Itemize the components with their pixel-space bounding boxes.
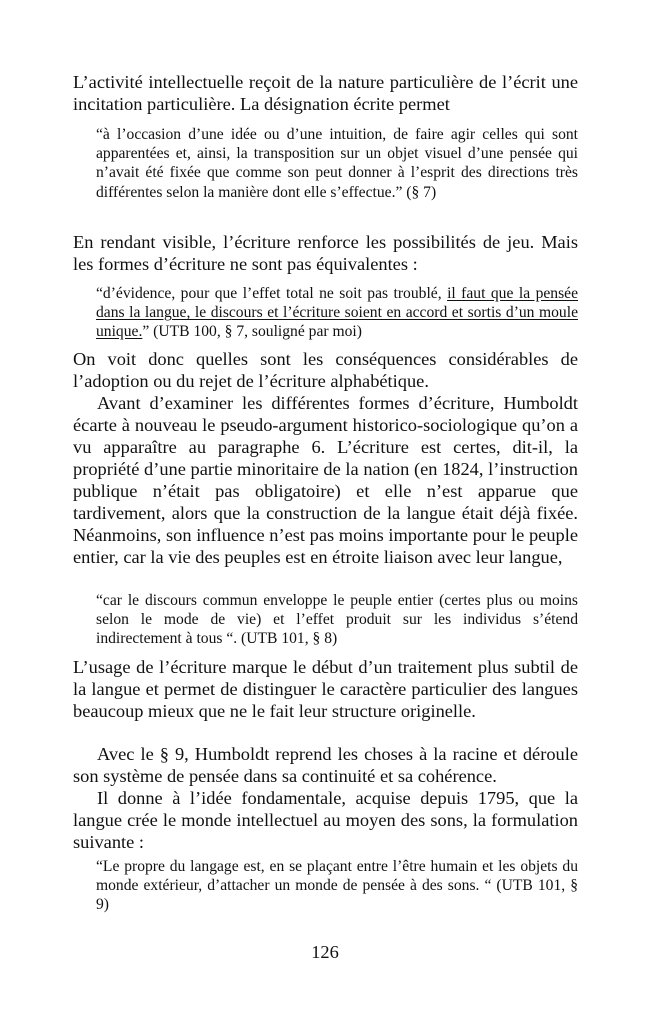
quote-2-end: ” (UTB 100, § 7, souligné par moi) <box>142 323 362 341</box>
paragraph-5: L’usage de l’écriture marque le début d’un traitement plus subtil de la langue et permet de distinguer le caractère particulier des langues beaucoup mieux que ne le fait leur structure originelle. <box>73 657 578 721</box>
quote-2-start: “d’évidence, pour que l’effet total ne soit pas troublé, <box>96 285 448 302</box>
paragraph-3: On voit donc quelles sont les conséquences considérables de l’adoption ou du rejet de l’écriture alphabétique. <box>73 349 578 391</box>
quote-4: “Le propre du langage est, en se plaçant entre l’être humain et les objets du monde extérieur, d’attacher un monde de pensée à des sons. “ (UTB 101, § 9) <box>96 858 578 914</box>
quote-3: “car le discours commun enveloppe le peuple entier (certes plus ou moins selon le mode de vie) et l’effet produit sur les individus s’étend indirectement à tous “. (UTB 101, § 8) <box>96 592 578 648</box>
paragraph-7: Il donne à l’idée fondamentale, acquise depuis 1795, que la langue crée le monde intellectuel au moyen des sons, la formulation suivante : <box>73 788 578 852</box>
paragraph-4: Avant d’examiner les différentes formes d’écriture, Humboldt écarte à nouveau le pseudo-argument historico-sociologique qu’on a vu apparaître au paragraphe 6. L’écriture est certes, dit-il, la propriété d’une partie minoritaire de la nation (en 1824, l’instruction publique n’était pas obligatoire) et elle n’est apparue que tardivement, alors que la construction de la langue était déjà fixée. Néanmoins, son influence n’est pas moins importante pour le peuple entier, car la vie des peuples est en étroite liaison avec leur langue, <box>73 393 578 567</box>
paragraph-2: En rendant visible, l’écriture renforce les possibilités de jeu. Mais les formes d’écriture ne sont pas équivalentes : <box>73 232 578 274</box>
quote-2-underlined: il faut que la pensée dans la langue, le discours et l’écriture soient en accord et sortis d’un moule unique. <box>96 285 578 341</box>
page-number: 126 <box>311 942 339 962</box>
paragraph-1: L’activité intellectuelle reçoit de la nature particulière de l’écrit une incitation particulière. La désignation écrite permet <box>73 72 578 114</box>
paragraph-6: Avec le § 9, Humboldt reprend les choses à la racine et déroule son système de pensée dans sa continuité et sa cohérence. <box>73 744 578 786</box>
quote-2 <box>96 284 578 342</box>
quote-1: “à l’occasion d’une idée ou d’une intuition, de faire agir celles qui sont apparentées et, ainsi, la transposition sur un objet visuel d’une pensée qui n’avait été fixée que comme son peut donner à l’esprit des directions très différentes selon la manière dont elle s’effectue.” (§ 7) <box>96 126 578 201</box>
